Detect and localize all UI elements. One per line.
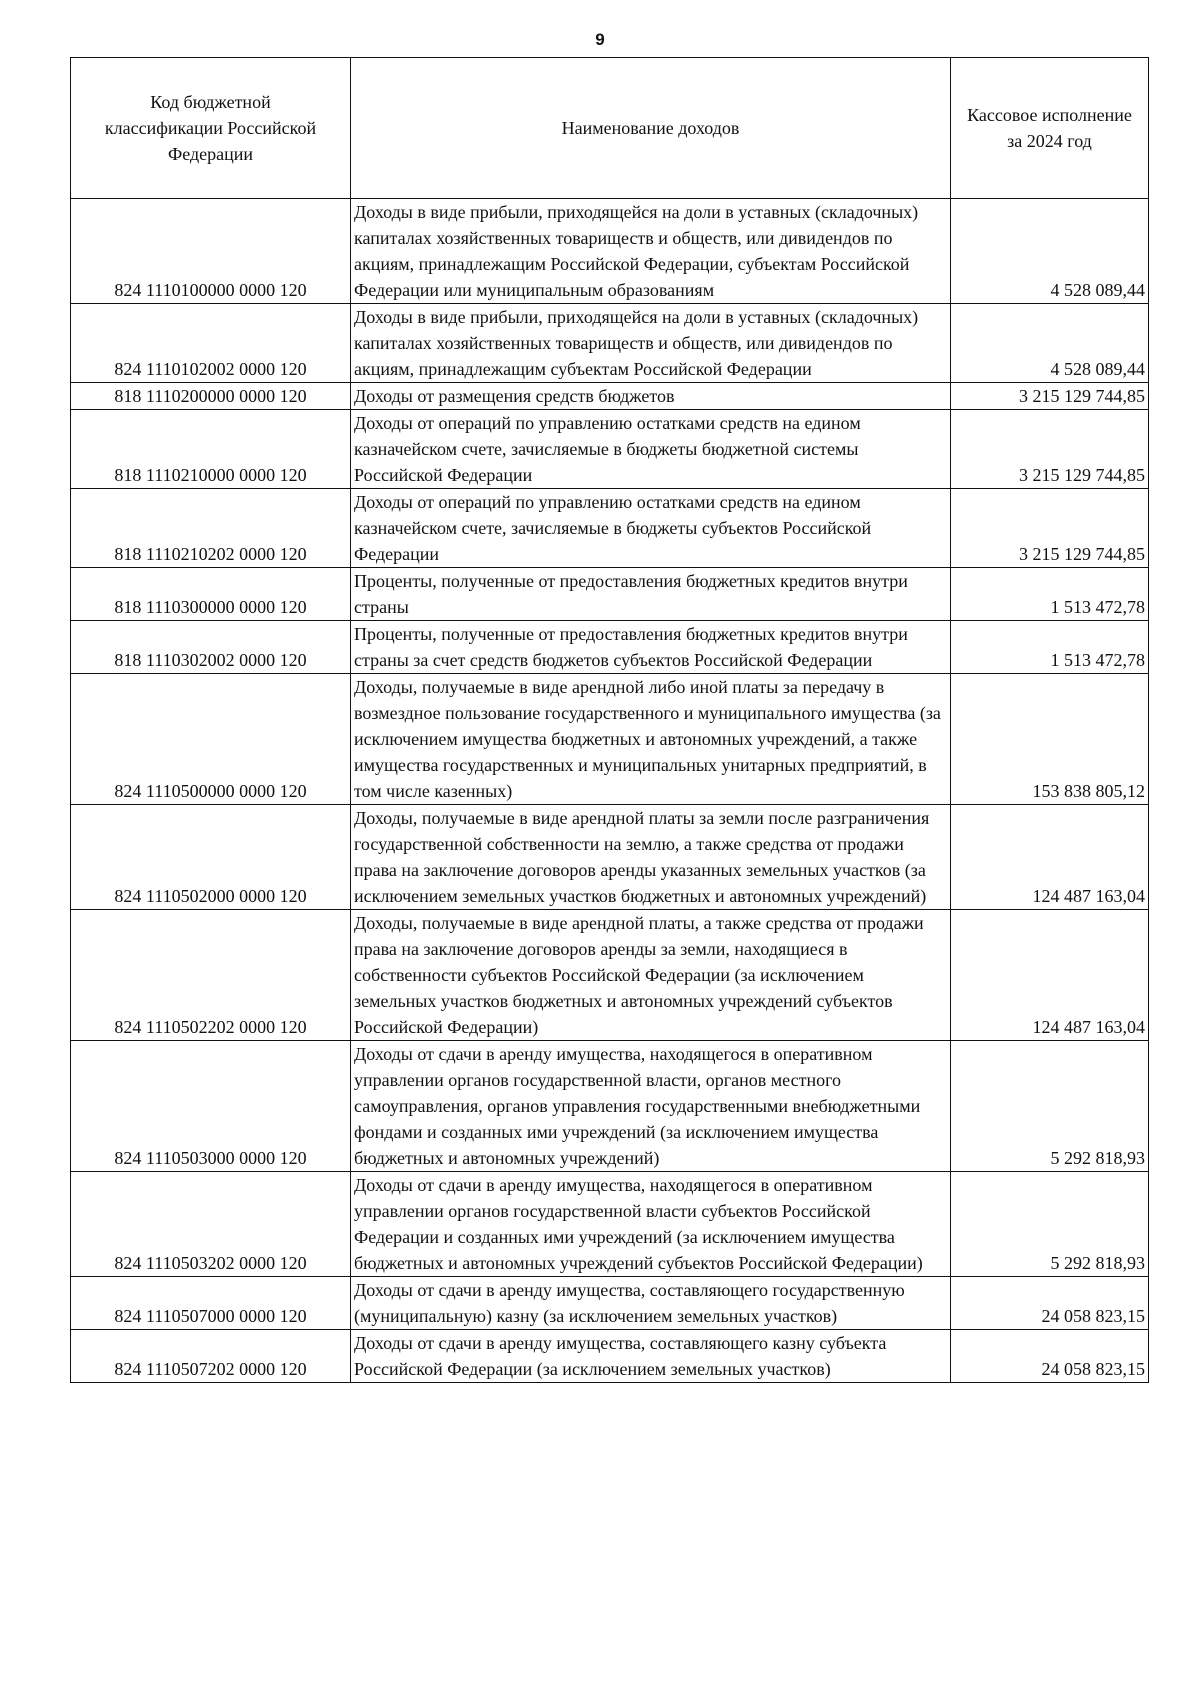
row-code: 824 1110502202 0000 120 xyxy=(71,910,351,1041)
table-row xyxy=(71,1330,1149,1383)
table-row xyxy=(71,304,1149,383)
row-amount: 24 058 823,15 xyxy=(951,1330,1149,1383)
row-name: Доходы от сдачи в аренду имущества, находящегося в оперативном управлении органов государственной власти, органов местного самоуправления, органов управления государственными внебюджетными фондами и созданных ими учреждений (за исключением имущества бюджетных и автономных учреждений) xyxy=(351,1041,951,1172)
table-row xyxy=(71,383,1149,410)
page-number: 9 xyxy=(595,30,605,49)
header-name: Наименование доходов xyxy=(351,58,951,199)
row-name: Доходы от сдачи в аренду имущества, составляющего государственную (муниципальную) казну (за исключением земельных участков) xyxy=(351,1277,951,1330)
row-amount: 3 215 129 744,85 xyxy=(951,410,1149,489)
row-code: 818 1110210202 0000 120 xyxy=(71,489,351,568)
row-code: 824 1110507202 0000 120 xyxy=(71,1330,351,1383)
row-amount: 1 513 472,78 xyxy=(951,568,1149,621)
row-name: Проценты, полученные от предоставления бюджетных кредитов внутри страны за счет средств бюджетов субъектов Российской Федерации xyxy=(351,621,951,674)
table-row xyxy=(71,489,1149,568)
row-amount: 3 215 129 744,85 xyxy=(951,383,1149,410)
table-row xyxy=(71,910,1149,1041)
row-amount: 1 513 472,78 xyxy=(951,621,1149,674)
row-code: 824 1110507000 0000 120 xyxy=(71,1277,351,1330)
row-code: 824 1110503202 0000 120 xyxy=(71,1172,351,1277)
row-amount: 4 528 089,44 xyxy=(951,304,1149,383)
table-header-row xyxy=(71,58,1149,199)
table-row xyxy=(71,568,1149,621)
header-code-text: Код бюджетной классификации Российской Федерации xyxy=(104,92,317,164)
row-code: 818 1110300000 0000 120 xyxy=(71,568,351,621)
row-name: Доходы от сдачи в аренду имущества, составляющего казну субъекта Российской Федерации (за исключением земельных участков) xyxy=(351,1330,951,1383)
row-name: Доходы в виде прибыли, приходящейся на доли в уставных (складочных) капиталах хозяйственных товариществ и обществ, или дивидендов по акциям, принадлежащим субъектам Российской Федерации xyxy=(351,304,951,383)
table-row xyxy=(71,1041,1149,1172)
row-amount: 153 838 805,12 xyxy=(951,674,1149,805)
row-code: 818 1110200000 0000 120 xyxy=(71,383,351,410)
table-row xyxy=(71,410,1149,489)
row-name: Доходы, получаемые в виде арендной платы за земли после разграничения государственной собственности на землю, а также средства от продажи права на заключение договоров аренды указанных земельных участков (за исключением земельных участков бюджетных и автономных учреждений) xyxy=(351,805,951,910)
row-name: Доходы от размещения средств бюджетов xyxy=(351,383,951,410)
row-name: Доходы в виде прибыли, приходящейся на доли в уставных (складочных) капиталах хозяйственных товариществ и обществ, или дивидендов по акциям, принадлежащим Российской Федерации, субъектам Российской Федерации или муниципальным образованиям xyxy=(351,199,951,304)
row-code: 824 1110503000 0000 120 xyxy=(71,1041,351,1172)
row-code: 824 1110102002 0000 120 xyxy=(71,304,351,383)
row-name: Доходы от операций по управлению остатками средств на едином казначейском счете, зачисляемые в бюджеты субъектов Российской Федерации xyxy=(351,489,951,568)
row-code: 824 1110502000 0000 120 xyxy=(71,805,351,910)
table-row xyxy=(71,1172,1149,1277)
table-row xyxy=(71,805,1149,910)
table-row xyxy=(71,199,1149,304)
row-amount: 3 215 129 744,85 xyxy=(951,489,1149,568)
row-amount: 4 528 089,44 xyxy=(951,199,1149,304)
header-amount-text: Кассовое исполнение за 2024 год xyxy=(967,105,1132,151)
row-amount: 5 292 818,93 xyxy=(951,1041,1149,1172)
row-code: 824 1110100000 0000 120 xyxy=(71,199,351,304)
row-amount: 24 058 823,15 xyxy=(951,1277,1149,1330)
row-name: Доходы от сдачи в аренду имущества, находящегося в оперативном управлении органов государственной власти субъектов Российской Федерации и созданных ими учреждений (за исключением имущества бюджетных и автономных учреждений субъектов Российской Федерации) xyxy=(351,1172,951,1277)
revenue-table xyxy=(70,57,1149,1383)
header-amount xyxy=(951,58,1149,199)
row-name: Доходы от операций по управлению остатками средств на едином казначейском счете, зачисляемые в бюджеты бюджетной системы Российской Федерации xyxy=(351,410,951,489)
row-code: 818 1110210000 0000 120 xyxy=(71,410,351,489)
table-row xyxy=(71,621,1149,674)
row-amount: 124 487 163,04 xyxy=(951,910,1149,1041)
row-name: Доходы, получаемые в виде арендной платы, а также средства от продажи права на заключение договоров аренды за земли, находящиеся в собственности субъектов Российской Федерации (за исключением земельных участков бюджетных и автономных учреждений субъектов Российской Федерации) xyxy=(351,910,951,1041)
row-amount: 124 487 163,04 xyxy=(951,805,1149,910)
row-amount: 5 292 818,93 xyxy=(951,1172,1149,1277)
row-name: Проценты, полученные от предоставления бюджетных кредитов внутри страны xyxy=(351,568,951,621)
row-name: Доходы, получаемые в виде арендной либо иной платы за передачу в возмездное пользование государственного и муниципального имущества (за исключением имущества бюджетных и автономных учреждений, а также имущества государственных и муниципальных унитарных предприятий, в том числе казенных) xyxy=(351,674,951,805)
table-row xyxy=(71,1277,1149,1330)
header-code xyxy=(71,58,351,199)
table-row xyxy=(71,674,1149,805)
row-code: 824 1110500000 0000 120 xyxy=(71,674,351,805)
table-body xyxy=(71,199,1149,1383)
row-code: 818 1110302002 0000 120 xyxy=(71,621,351,674)
